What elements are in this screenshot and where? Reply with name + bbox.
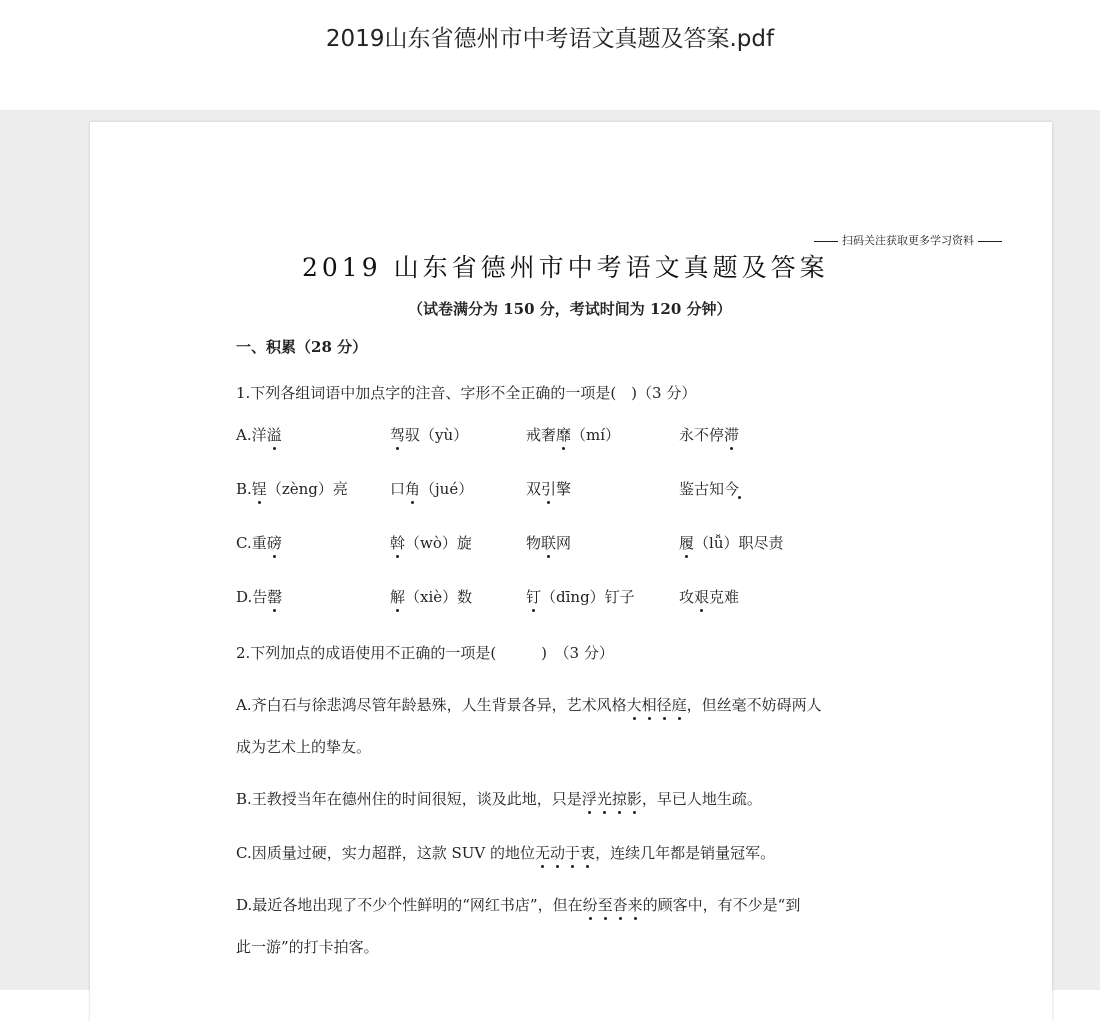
pdf-viewer[interactable] xyxy=(0,110,1100,990)
dotted-char: 光 xyxy=(596,790,612,808)
option-c-3: 物联网 xyxy=(526,534,572,552)
q2-option-d-line-2: 此一游”的打卡拍客。 xyxy=(236,938,379,956)
question-2-stem: 2.下列加点的成语使用不正确的一项是( ) （3 分） xyxy=(236,644,614,662)
dotted-char: 庭 xyxy=(671,696,687,714)
option-a-3: 戒奢靡（mí） xyxy=(526,426,621,444)
q2-option-b: B.王教授当年在德州住的时间很短，谈及此地，只是浮光掠影，早已人地生疏。 xyxy=(236,790,762,808)
dotted-char: 沓 xyxy=(612,896,628,914)
q2-option-d-line-1: D.最近各地出现了不少个性鲜明的“网红书店”，但在纷至沓来的顾客中，有不少是“到 xyxy=(236,896,801,914)
document-title: 2019 山东省德州市中考语文真题及答案 xyxy=(302,253,829,282)
dotted-char: 衷 xyxy=(580,844,596,862)
pdf-page xyxy=(90,122,1052,1022)
tagline-rule-right xyxy=(978,241,1002,242)
option-d-1: D.告罄 xyxy=(236,588,283,606)
option-b-4: 鉴古知今 xyxy=(679,480,740,498)
option-d-4: 攻艰克难 xyxy=(679,588,740,606)
option-c-2: 斡（wò）旋 xyxy=(390,534,472,552)
option-b-2: 口角（jué） xyxy=(390,480,474,498)
dotted-idiom-a xyxy=(627,696,687,714)
tagline-rule-left xyxy=(814,241,838,242)
option-c-4: 履（lǚ）职尽责 xyxy=(679,534,784,552)
option-b-3: 双引擎 xyxy=(526,480,572,498)
dotted-char: 大 xyxy=(626,696,642,714)
dotted-idiom-c xyxy=(535,844,595,862)
dotted-char: 径 xyxy=(656,696,672,714)
option-d-2: 解（xiè）数 xyxy=(390,588,473,606)
option-a-1: A.洋溢 xyxy=(236,426,282,444)
q2-option-a-line-2: 成为艺术上的挚友。 xyxy=(236,738,372,756)
dotted-char: 于 xyxy=(565,844,581,862)
dotted-char: 纷 xyxy=(582,896,598,914)
tagline-text: 扫码关注获取更多学习资料 xyxy=(842,234,974,247)
option-a-2: 驾驭（yù） xyxy=(390,426,469,444)
q2-option-c: C.因质量过硬，实力超群，这款 SUV 的地位无动于衷，连续几年都是销量冠军。 xyxy=(236,844,776,862)
q2-option-a-line-1: A.齐白石与徐悲鸿尽管年龄悬殊，人生背景各异，艺术风格大相径庭，但丝毫不妨碍两人 xyxy=(236,696,822,714)
question-1-stem: 1.下列各组词语中加点字的注音、字形不全正确的一项是( )（3 分） xyxy=(236,384,697,402)
dotted-char: 动 xyxy=(550,844,566,862)
dotted-char: 影 xyxy=(626,790,642,808)
dotted-idiom-b xyxy=(582,790,642,808)
dotted-char: 来 xyxy=(627,896,643,914)
section-heading: 一、积累（28 分） xyxy=(236,338,368,356)
option-b-1: B.锃（zèng）亮 xyxy=(236,480,348,498)
dotted-char: 相 xyxy=(641,696,657,714)
dotted-char: 浮 xyxy=(581,790,597,808)
option-d-3: 钉（dīng）钉子 xyxy=(526,588,635,606)
viewer-header xyxy=(0,0,1100,110)
dotted-char: 掠 xyxy=(611,790,627,808)
dotted-idiom-d xyxy=(583,896,643,914)
document-subtitle: （试卷满分为 150 分，考试时间为 120 分钟） xyxy=(408,300,732,318)
option-a-4: 永不停滞 xyxy=(679,426,740,444)
dotted-char: 至 xyxy=(597,896,613,914)
qr-tagline xyxy=(810,232,1006,248)
option-c-1: C.重磅 xyxy=(236,534,282,552)
file-title: 2019山东省德州市中考语文真题及答案.pdf xyxy=(325,26,775,52)
dotted-char: 无 xyxy=(535,844,551,862)
